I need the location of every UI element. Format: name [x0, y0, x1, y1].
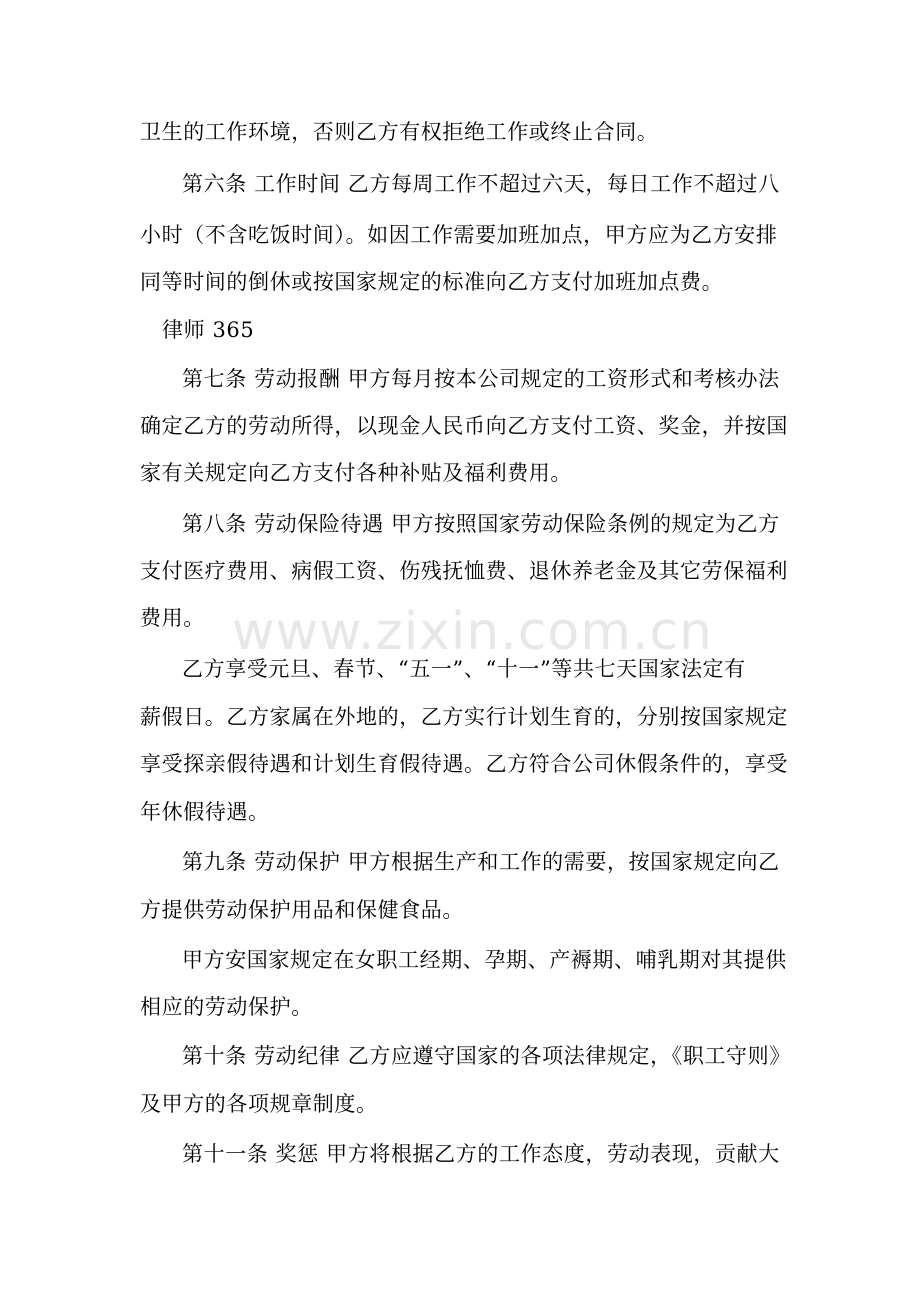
- paragraph-line: 乙方享受元旦、春节、“五一”、“十一”等共七天国家法定有: [182, 657, 746, 681]
- article-10-heading-line: 第十条 劳动纪律 乙方应遵守国家的各项法律规定，《职工守则》: [182, 1044, 791, 1068]
- article-11-heading-line: 第十一条 奖惩 甲方将根据乙方的工作态度，劳动表现，贡献大: [182, 1142, 780, 1166]
- paragraph-line: 家有关规定向乙方支付各种补贴及福利费用。: [140, 461, 572, 485]
- source-label: 律师 365: [162, 318, 255, 342]
- paragraph-line: 享受探亲假待遇和计划生育假待遇。乙方符合公司休假条件的，享受: [140, 752, 788, 776]
- article-7-heading-line: 第七条 劳动报酬 甲方每月按本公司规定的工资形式和考核办法: [182, 367, 780, 391]
- paragraph-line: 费用。: [140, 606, 205, 630]
- article-6-heading-line: 第六条 工作时间 乙方每周工作不超过六天，每日工作不超过八: [182, 172, 780, 196]
- paragraph-line: 年休假待遇。: [140, 800, 270, 824]
- watermark: www.zixin.com.cn: [232, 602, 713, 662]
- paragraph-line: 确定乙方的劳动所得，以现金人民币向乙方支付工资、奖金，并按国: [140, 414, 788, 438]
- paragraph-line: 支付医疗费用、病假工资、伤残抚恤费、退休养老金及其它劳保福利: [140, 559, 788, 583]
- paragraph-line: 方提供劳动保护用品和保健食品。: [140, 898, 464, 922]
- paragraph-line: 卫生的工作环境，否则乙方有权拒绝工作或终止合同。: [140, 120, 659, 144]
- paragraph-line: 薪假日。乙方家属在外地的，乙方实行计划生育的，分别按国家规定: [140, 705, 788, 729]
- paragraph-line: 同等时间的倒休或按国家规定的标准向乙方支付加班加点费。: [140, 270, 724, 294]
- paragraph-line: 甲方安国家规定在女职工经期、孕期、产褥期、哺乳期对其提供: [182, 948, 787, 972]
- paragraph-line: 小时（不含吃饭时间）。如因工作需要加班加点，甲方应为乙方安排: [140, 223, 778, 247]
- paragraph-line: 相应的劳动保护。: [140, 995, 313, 1019]
- article-9-heading-line: 第九条 劳动保护 甲方根据生产和工作的需要，按国家规定向乙: [182, 850, 780, 874]
- article-8-heading-line: 第八条 劳动保险待遇 甲方按照国家劳动保险条例的规定为乙方: [182, 512, 780, 536]
- paragraph-line: 及甲方的各项规章制度。: [140, 1092, 378, 1116]
